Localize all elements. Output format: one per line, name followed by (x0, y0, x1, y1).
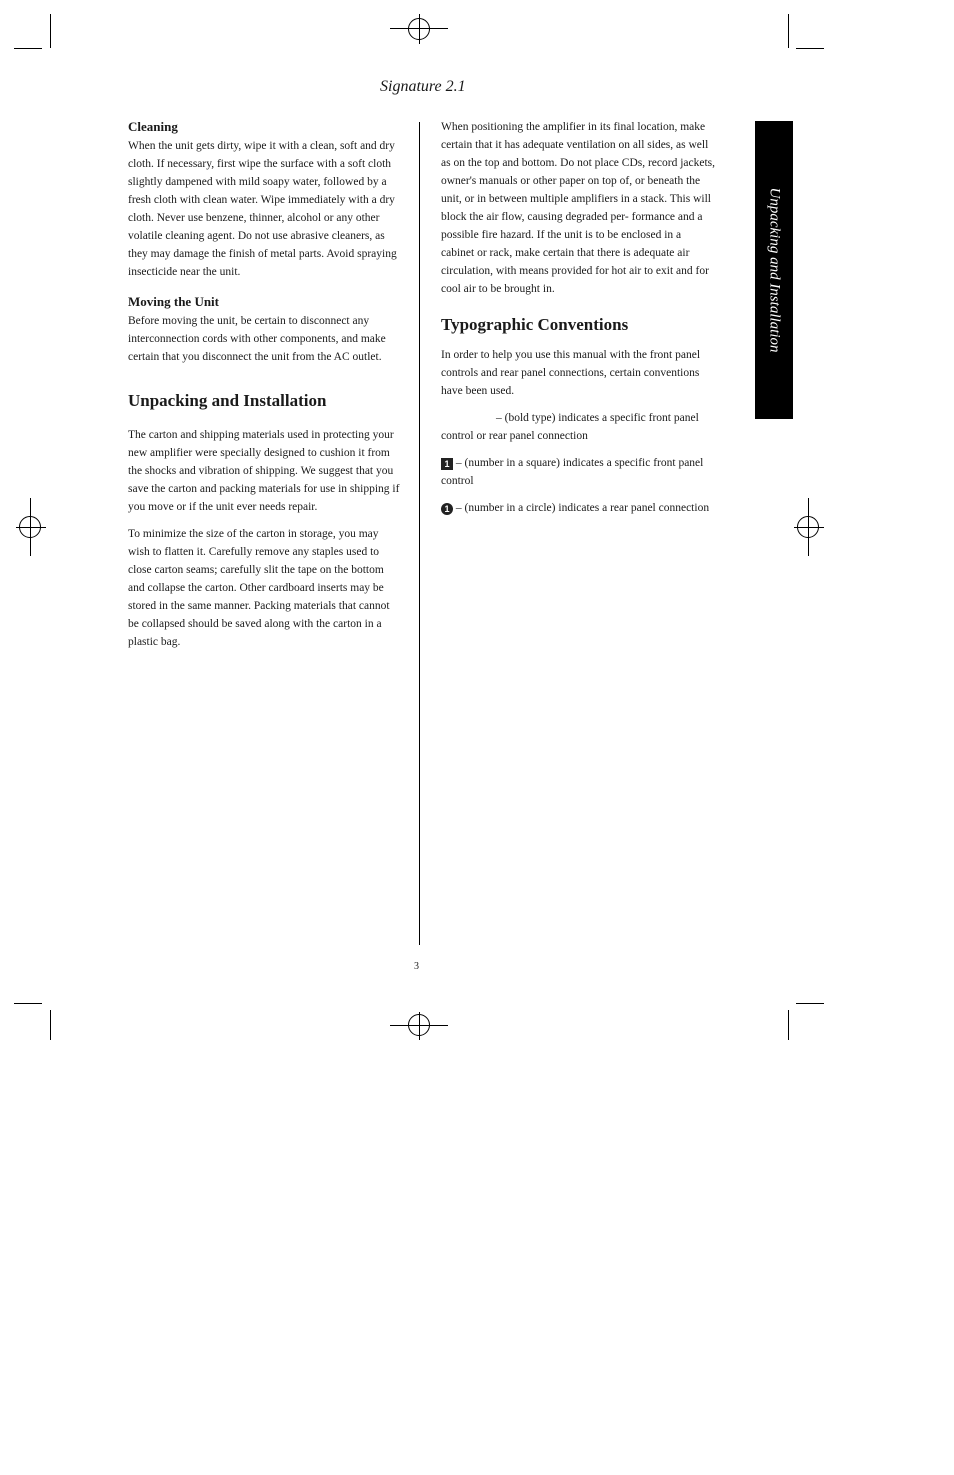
right-column (441, 118, 716, 526)
running-header: Signature 2.1 (380, 78, 466, 95)
number-square-icon: 1 (441, 458, 453, 470)
unpacking-paragraph-2: To minimize the size of the carton in storage, you may wish to flatten it. Carefully remove any staples used to close carton seams; carefully slit the tape on the bottom and collapse the carton. Other cardboard inserts may be stored in the same manner. Packing materials that cannot be collapsed should be saved along with the carton in a plastic bag. (128, 528, 390, 648)
crop-mark (796, 1003, 824, 1004)
cleaning-paragraph: When the unit gets dirty, wipe it with a clean, soft and dry cloth. If necessary, first wipe the surface with a soft cloth slightly dampened with mild soapy water, followed by a fresh cloth with clean water. Wipe immediately with a dry cloth. Never use benzene, thinner, alcohol or any other volatile cleaning agent. Do not use abrasive cleaners, as they may damage the finish of metal parts. Avoid spraying insecticide near the unit. (128, 140, 397, 278)
crop-mark (788, 1010, 789, 1040)
crop-mark (14, 1003, 42, 1004)
column-divider (419, 122, 420, 945)
crop-mark (796, 48, 824, 49)
crop-mark (50, 1010, 51, 1040)
cleaning-heading: Cleaning (128, 119, 178, 134)
moving-paragraph: Before moving the unit, be certain to disconnect any interconnection cords with other components, and make certain that you disconnect the unit from the AC outlet. (128, 315, 386, 363)
convention-bold: – (bold type) indicates a specific front panel control or rear panel connection (441, 412, 699, 442)
section-side-tab (755, 121, 793, 419)
convention-circle-text: – (number in a circle) indicates a rear panel connection (455, 502, 710, 514)
typographic-intro: In order to help you use this manual with the front panel controls and rear panel connections, certain conventions have been used. (441, 349, 701, 397)
page-number: 3 (414, 961, 419, 972)
number-circle-icon: 1 (441, 503, 453, 515)
moving-heading: Moving the Unit (128, 294, 219, 309)
left-column (128, 118, 403, 660)
crop-mark (788, 14, 789, 48)
crop-mark (14, 48, 42, 49)
crop-mark (50, 14, 51, 48)
unpacking-paragraph-1: The carton and shipping materials used in protecting your new amplifier were specially designed to cushion it from the shocks and vibration of shipping. We suggest that you save the carton and packing materials for use in shipping if you move or if the unit ever needs repair. (128, 429, 400, 513)
convention-square (441, 454, 716, 490)
side-tab-label: Unpacking and Installation (766, 187, 783, 353)
positioning-paragraph: When positioning the amplifier in its final location, make certain that it has adequate ventilation on all sides, as well as on the top and bottom. Do not place CDs, record jackets, owner's manuals or other paper on top of, or beneath the unit, or in between multiple amplifiers in a stack. This will block the air flow, causing degraded per- formance and a possible fire hazard. If the unit is to be enclosed in a cabinet or rack, make certain that there is adequate air circulation, with means provided for hot air to exit and for cool air to be brought in. (441, 121, 716, 295)
convention-square-text: – (number in a square) indicates a specific front panel control (441, 457, 704, 487)
typographic-heading: Typographic Conventions (441, 315, 629, 334)
convention-circle (441, 499, 716, 517)
unpacking-heading: Unpacking and Installation (128, 391, 327, 410)
